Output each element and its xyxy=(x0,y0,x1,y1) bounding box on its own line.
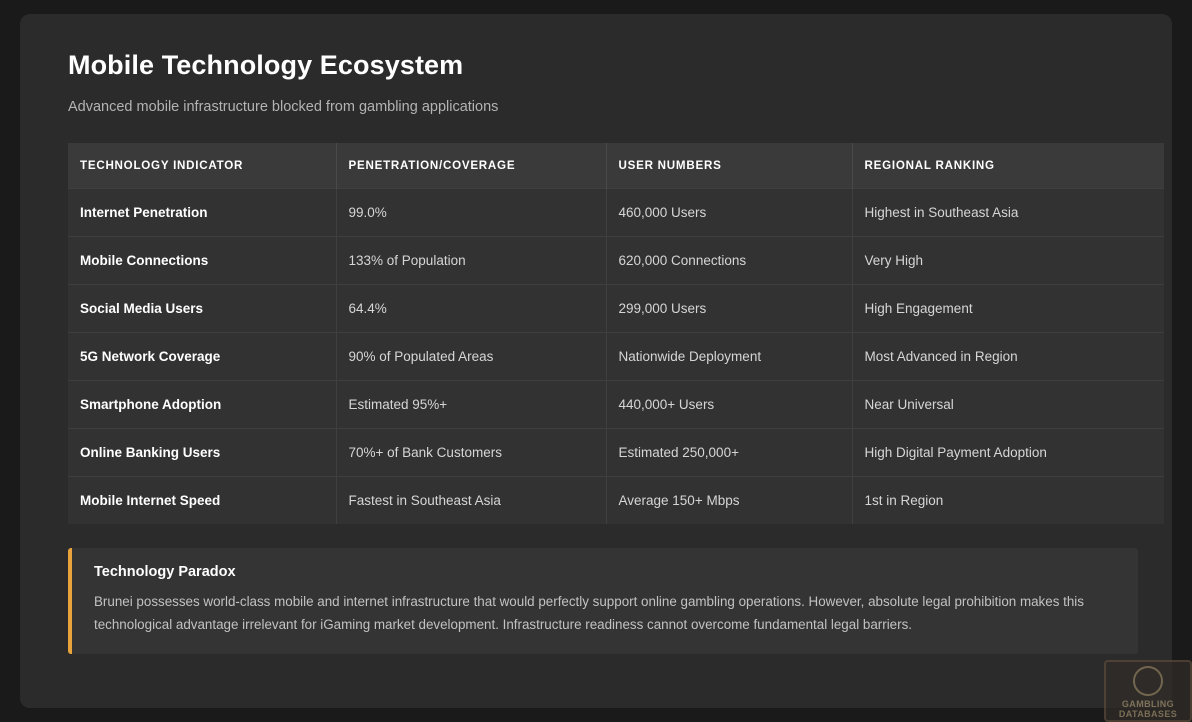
technology-table-container xyxy=(68,143,1124,524)
table-header xyxy=(68,143,1164,189)
cell-coverage: Estimated 95%+ xyxy=(336,381,606,429)
cell-coverage: 90% of Populated Areas xyxy=(336,333,606,381)
watermark-line2: DATABASES xyxy=(1118,709,1178,720)
cell-ranking: High Engagement xyxy=(852,285,1164,333)
cell-users: Average 150+ Mbps xyxy=(606,477,852,525)
cell-coverage: 64.4% xyxy=(336,285,606,333)
watermark-text xyxy=(1119,699,1177,720)
cell-indicator: Internet Penetration xyxy=(68,189,336,237)
content-card xyxy=(20,14,1175,709)
cell-ranking: High Digital Payment Adoption xyxy=(852,429,1164,477)
table-row xyxy=(68,477,1164,525)
cell-indicator: Online Banking Users xyxy=(68,429,336,477)
cell-users: 299,000 Users xyxy=(606,285,852,333)
watermark-line1: GAMBLING xyxy=(1121,699,1175,709)
column-header-users: USER NUMBERS xyxy=(606,143,852,189)
cell-ranking: Highest in Southeast Asia xyxy=(852,189,1164,237)
cell-users: Estimated 250,000+ xyxy=(606,429,852,477)
table-row xyxy=(68,333,1164,381)
technology-table xyxy=(68,143,1164,524)
cell-indicator: Smartphone Adoption xyxy=(68,381,336,429)
cell-ranking: 1st in Region xyxy=(852,477,1164,525)
cell-ranking: Most Advanced in Region xyxy=(852,333,1164,381)
table-body xyxy=(68,189,1164,525)
page-title: Mobile Technology Ecosystem xyxy=(68,50,464,80)
cell-coverage: Fastest in Southeast Asia xyxy=(336,477,606,525)
callout-technology-paradox xyxy=(68,548,1138,654)
cell-users: 440,000+ Users xyxy=(606,381,852,429)
table-row xyxy=(68,189,1164,237)
watermark-logo xyxy=(1104,660,1192,722)
cell-indicator: Social Media Users xyxy=(68,285,336,333)
callout-title: Technology Paradox xyxy=(94,564,236,580)
cell-users: 620,000 Connections xyxy=(606,237,852,285)
column-header-coverage: PENETRATION/COVERAGE xyxy=(336,143,606,189)
cell-ranking: Very High xyxy=(852,237,1164,285)
cell-coverage: 99.0% xyxy=(336,189,606,237)
column-header-ranking: REGIONAL RANKING xyxy=(852,143,1164,189)
cell-users: Nationwide Deployment xyxy=(606,333,852,381)
cell-indicator: Mobile Internet Speed xyxy=(68,477,336,525)
table-row xyxy=(68,237,1164,285)
chip-icon xyxy=(1133,666,1163,696)
cell-indicator: 5G Network Coverage xyxy=(68,333,336,381)
cell-indicator: Mobile Connections xyxy=(68,237,336,285)
page-subtitle: Advanced mobile infrastructure blocked from gambling applications xyxy=(68,99,499,115)
cell-coverage: 70%+ of Bank Customers xyxy=(336,429,606,477)
table-header-row xyxy=(68,143,1164,189)
table-row xyxy=(68,381,1164,429)
cell-ranking: Near Universal xyxy=(852,381,1164,429)
cell-users: 460,000 Users xyxy=(606,189,852,237)
column-header-indicator: TECHNOLOGY INDICATOR xyxy=(68,143,336,189)
table-row xyxy=(68,429,1164,477)
cell-coverage: 133% of Population xyxy=(336,237,606,285)
table-row xyxy=(68,285,1164,333)
callout-body: Brunei possesses world-class mobile and internet infrastructure that would perfectly support online gambling operations. However, absolute legal prohibition makes this technological advantage irrelevant for iGaming market development. Infrastructure readiness cannot overcome fundamental legal barriers. xyxy=(94,594,1084,633)
